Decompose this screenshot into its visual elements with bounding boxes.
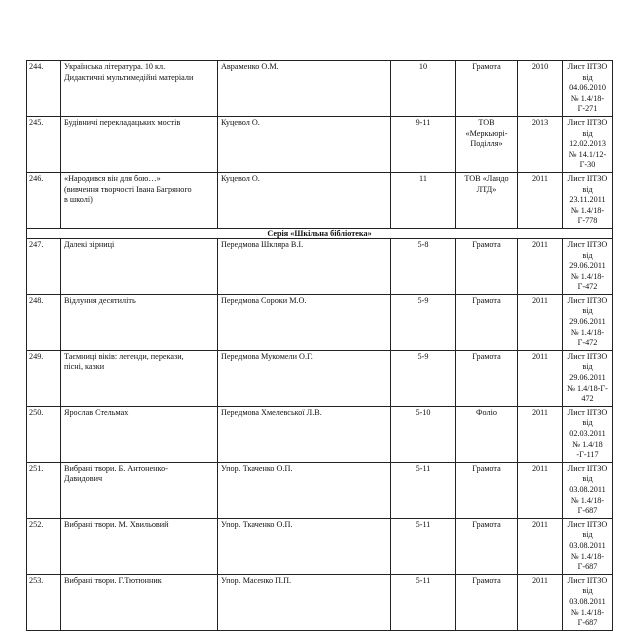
grade-cell: 5-11 — [391, 462, 456, 518]
reference-cell-line: Лист ІІТЗО — [567, 407, 608, 417]
table-body — [27, 61, 613, 631]
year-cell: 2011 — [518, 574, 563, 630]
stamp-cell-line: Поділля» — [470, 139, 503, 149]
reference-cell-line: № 1.4/18-Г- 472 — [567, 383, 608, 404]
reference-cell-line: від 29.06.2011 — [569, 306, 606, 327]
reference-cell-line: № 1.4/18-Г-472 — [570, 327, 605, 348]
reference-cell-line: № 1.4/18-Г-687 — [570, 607, 605, 628]
title-cell — [61, 294, 218, 350]
year-cell: 2011 — [518, 172, 563, 228]
author-cell: Передмова Мукомели О.Г. — [218, 350, 391, 406]
year-cell: 2011 — [518, 462, 563, 518]
grade-cell: 11 — [391, 172, 456, 228]
reference-cell-line: від 03.08.2011 — [569, 530, 606, 550]
title-cell — [61, 116, 218, 172]
stamp-cell-line: ТОВ «Ландо — [464, 173, 509, 183]
reference-cell-line: Лист ІІТЗО — [567, 173, 608, 183]
grade-cell: 5-9 — [391, 294, 456, 350]
stamp-cell — [456, 116, 518, 172]
reference-cell-line: від 12.02.2013 — [569, 128, 606, 149]
title-cell — [61, 238, 218, 294]
grade-cell: 9-11 — [391, 116, 456, 172]
reference-cell-line: № 1.4/18 -Г-117 — [572, 439, 603, 460]
stamp-cell — [456, 238, 518, 294]
stamp-cell — [456, 294, 518, 350]
title-cell-line: Будівничі перекладацьких мостів — [64, 117, 181, 127]
year-cell: 2011 — [518, 350, 563, 406]
title-cell — [61, 462, 218, 518]
stamp-cell — [456, 574, 518, 630]
reference-cell-line: від 02.03.2011 — [569, 418, 606, 438]
table-row — [27, 406, 613, 462]
title-cell-line: Вибрані твори. Б. Антоненко- — [64, 463, 168, 473]
reference-cell-line: Лист ІІТЗО — [567, 351, 608, 361]
author-cell: Упор. Масенко П.П. — [218, 574, 391, 630]
stamp-cell — [456, 61, 518, 117]
year-cell: 2011 — [518, 406, 563, 462]
stamp-cell-line: Грамота — [472, 463, 501, 473]
reference-cell-line: Лист ІІТЗО — [567, 463, 608, 473]
grade-cell: 5-9 — [391, 350, 456, 406]
reference-cell — [563, 172, 613, 228]
stamp-cell-line: ТОВ — [478, 117, 495, 127]
reference-cell-line: № 1.4/18-Г-687 — [570, 495, 605, 516]
author-cell: Передмова Шкляра В.І. — [218, 238, 391, 294]
stamp-cell — [456, 172, 518, 228]
stamp-cell-line: ЛТД» — [476, 184, 497, 194]
table-row — [27, 350, 613, 406]
stamp-cell-line: Грамота — [472, 351, 501, 361]
year-cell: 2011 — [518, 294, 563, 350]
title-cell-line: пісні, казки — [64, 362, 105, 372]
year-cell: 2010 — [518, 61, 563, 117]
table-row — [27, 518, 613, 574]
reference-cell — [563, 294, 613, 350]
title-cell — [61, 406, 218, 462]
grade-cell: 5-10 — [391, 406, 456, 462]
year-cell: 2013 — [518, 116, 563, 172]
row-number: 247. — [27, 238, 61, 294]
reference-cell — [563, 61, 613, 117]
reference-cell-line: № 14.1/12-Г-30 — [568, 149, 607, 170]
document-table — [26, 60, 613, 631]
row-number: 250. — [27, 406, 61, 462]
year-cell: 2011 — [518, 518, 563, 574]
reference-cell-line: від 29.06.2011 — [569, 250, 606, 271]
title-cell-line: Дидактичні мультимедійні матеріали — [64, 72, 194, 82]
reference-cell-line: Лист ІІТЗО — [567, 117, 608, 127]
table-row — [27, 574, 613, 630]
title-cell — [61, 61, 218, 117]
reference-cell — [563, 350, 613, 406]
title-cell-line: Давидович — [64, 474, 103, 484]
reference-cell-line: № 1.4/18-Г-472 — [570, 271, 605, 292]
stamp-cell — [456, 350, 518, 406]
row-number: 253. — [27, 574, 61, 630]
stamp-cell — [456, 462, 518, 518]
title-cell-line: Відлуння десятиліть — [64, 295, 136, 305]
table-row — [27, 238, 613, 294]
grade-cell: 10 — [391, 61, 456, 117]
reference-cell-line: Лист ІІТЗО — [567, 575, 608, 585]
author-cell: Авраменко О.М. — [218, 61, 391, 117]
grade-cell: 5-8 — [391, 238, 456, 294]
reference-cell-line: Лист ІІТЗО — [567, 519, 608, 529]
title-cell-line: в школі) — [64, 195, 93, 205]
author-cell: Упор. Ткаченко О.П. — [218, 462, 391, 518]
author-cell: Передмова Хмелевської Л.В. — [218, 406, 391, 462]
table-row — [27, 294, 613, 350]
title-cell-line: (вивчення творчості Івана Багряного — [64, 184, 192, 194]
reference-cell — [563, 518, 613, 574]
table-row — [27, 462, 613, 518]
row-number: 251. — [27, 462, 61, 518]
section-header-row — [27, 228, 613, 238]
year-cell: 2011 — [518, 238, 563, 294]
stamp-cell-line: Грамота — [472, 239, 501, 249]
title-cell-line: Далекі зірниці — [64, 239, 115, 249]
stamp-cell-line: Фоліо — [476, 407, 497, 417]
row-number: 244. — [27, 61, 61, 117]
table-row — [27, 61, 613, 117]
grade-cell: 5-11 — [391, 518, 456, 574]
reference-cell — [563, 116, 613, 172]
reference-cell-line: від 03.08.2011 — [569, 586, 606, 606]
row-number: 252. — [27, 518, 61, 574]
row-number: 248. — [27, 294, 61, 350]
title-cell — [61, 574, 218, 630]
table-row — [27, 116, 613, 172]
section-title: Серія «Шкільна бібліотека» — [27, 228, 613, 238]
reference-cell-line: Лист ІІТЗО — [567, 239, 608, 249]
title-cell — [61, 350, 218, 406]
stamp-cell-line: «Меркьюрі- — [465, 128, 508, 138]
reference-cell-line: Лист ІІТЗО — [567, 62, 608, 71]
title-cell-line: Вибрані твори. М. Хвильовий — [64, 519, 169, 529]
stamp-cell — [456, 406, 518, 462]
title-cell — [61, 172, 218, 228]
title-cell-line: Українська література. 10 кл. — [64, 62, 166, 71]
reference-cell-line: від 23.11.2011 — [569, 184, 606, 205]
reference-cell-line: № 1.4/18-Г-271 — [570, 93, 605, 114]
table-row — [27, 172, 613, 228]
author-cell: Передмова Сороки М.О. — [218, 294, 391, 350]
author-cell: Упор. Ткаченко О.П. — [218, 518, 391, 574]
reference-cell-line: від 03.08.2011 — [569, 474, 606, 494]
reference-cell-line: № 1.4/18-Г-687 — [570, 551, 605, 572]
title-cell-line: Ярослав Стельмах — [64, 407, 129, 417]
stamp-cell — [456, 518, 518, 574]
grade-cell: 5-11 — [391, 574, 456, 630]
reference-cell — [563, 462, 613, 518]
reference-cell-line: Лист ІІТЗО — [567, 295, 608, 305]
reference-cell — [563, 574, 613, 630]
stamp-cell-line: Грамота — [472, 575, 501, 585]
title-cell-line: Вибрані твори. Г.Тютюнник — [64, 575, 162, 585]
stamp-cell-line: Грамота — [472, 519, 501, 529]
title-cell-line: «Народився він для бою…» — [64, 173, 161, 183]
reference-cell-line: від 04.06.2010 — [569, 72, 606, 93]
title-cell-line: Таємниці віків: легенди, перекази, — [64, 351, 184, 361]
reference-cell-line: № 1.4/18-Г-778 — [570, 205, 605, 226]
stamp-cell-line: Грамота — [472, 62, 501, 71]
reference-cell — [563, 406, 613, 462]
row-number: 249. — [27, 350, 61, 406]
author-cell: Куцевол О. — [218, 172, 391, 228]
stamp-cell-line: Грамота — [472, 295, 501, 305]
reference-cell — [563, 238, 613, 294]
row-number: 245. — [27, 116, 61, 172]
author-cell: Куцевол О. — [218, 116, 391, 172]
row-number: 246. — [27, 172, 61, 228]
reference-cell-line: від 29.06.2011 — [569, 362, 606, 383]
title-cell — [61, 518, 218, 574]
